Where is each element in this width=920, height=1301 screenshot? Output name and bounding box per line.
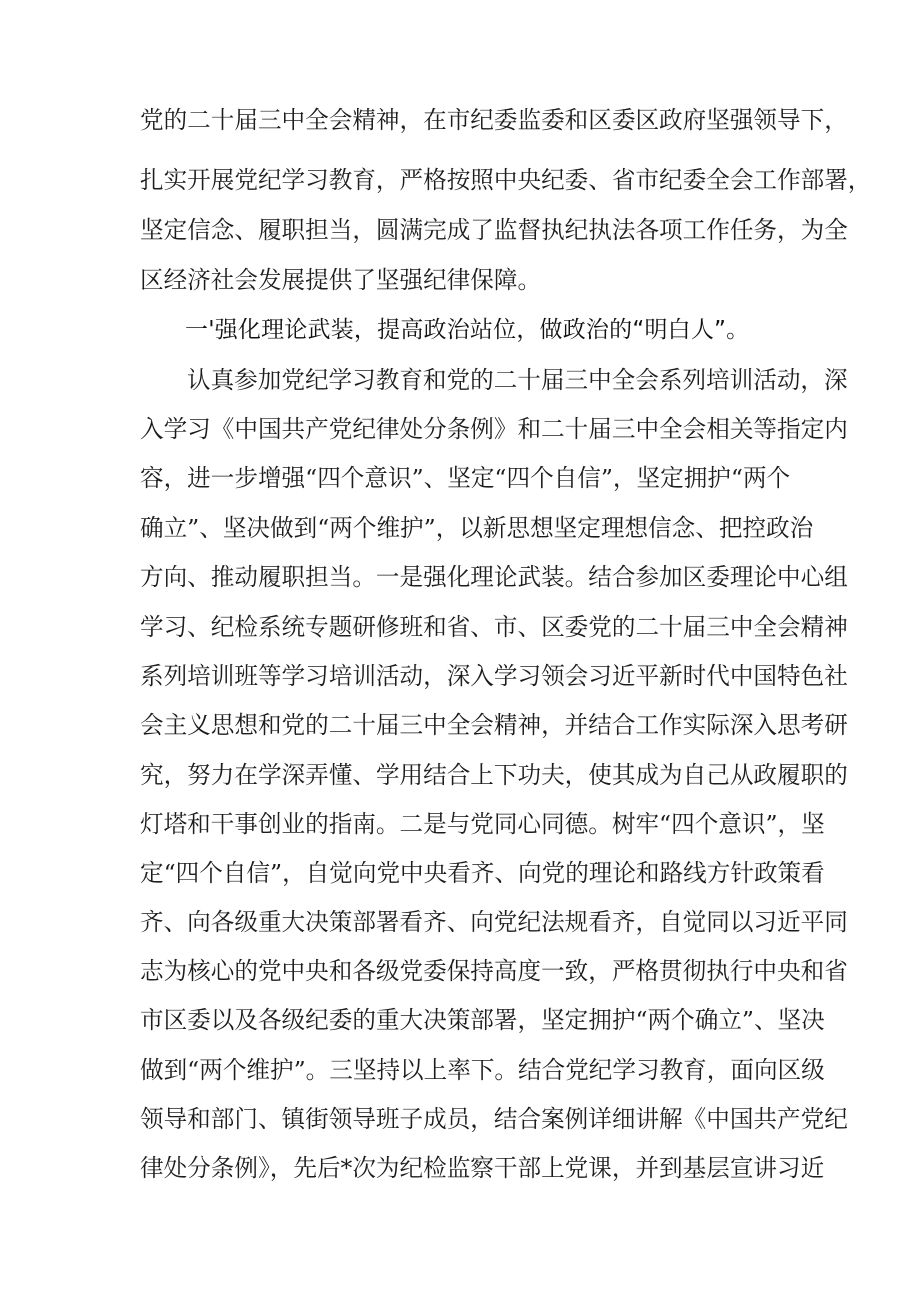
body-line: 认真参加党纪学习教育和党的二十届三中全会系列培训活动，深 (187, 366, 848, 394)
body-line: 究，努力在学深弄懂、学用结合上下功夫，使其成为自己从政履职的 (140, 761, 848, 789)
body-line: 会主义思想和党的二十届三中全会精神，并结合工作实际深入思考研 (140, 711, 848, 739)
intro-line: 区经济社会发展提供了坚强纪律保障。 (140, 266, 542, 294)
body-line: 齐、向各级重大决策部署看齐、向党纪法规看齐，自觉同以习近平同 (140, 908, 848, 936)
intro-line: 坚定信念、履职担当，圆满完成了监督执纪执法各项工作任务，为全 (140, 216, 848, 244)
body-line: 市区委以及各级纪委的重大决策部署，坚定拥护“两个确立”、坚决 (140, 1006, 825, 1034)
body-line: 做到“两个维护”。三坚持以上率下。结合党纪学习教育，面向区级 (140, 1056, 825, 1084)
body-line: 定“四个自信”，自觉向党中央看齐、向党的理论和路线方针政策看 (140, 859, 825, 887)
body-line: 系列培训班等学习培训活动，深入学习领会习近平新时代中国特色社 (140, 662, 848, 690)
body-line: 入学习《中国共产党纪律处分条例》和二十届三中全会相关等指定内 (140, 415, 848, 443)
body-line: 学习、纪检系统专题研修班和省、市、区委党的二十届三中全会精神 (140, 613, 848, 641)
body-line: 确立”、坚决做到“两个维护”，以新思想坚定理想信念、把控政治 (140, 514, 814, 542)
section-heading: 一'强化理论武装，提高政治站位，做政治的“明白人”。 (185, 317, 750, 343)
body-line: 律处分条例》，先后*次为纪检监察干部上党课，并到基层宣讲习近 (140, 1154, 825, 1182)
body-line: 领导和部门、镇街领导班子成员，结合案例详细讲解《中国共产党纪 (140, 1105, 848, 1133)
body-line: 方向、推动履职担当。一是强化理论武装。结合参加区委理论中心组 (140, 563, 848, 591)
body-line: 容，进一步增强“四个意识”、坚定“四个自信”，坚定拥护“两个 (140, 464, 791, 492)
intro-line: 党的二十届三中全会精神，在市纪委监委和区委区政府坚强领导下， (140, 106, 848, 134)
body-line: 志为核心的党中央和各级党委保持高度一致，严格贯彻执行中央和省 (140, 957, 848, 985)
body-line: 灯塔和干事创业的指南。二是与党同心同德。树牢“四个意识”，坚 (140, 810, 825, 838)
intro-line: 扎实开展党纪学习教育，严格按照中央纪委、省市纪委全会工作部署， (140, 166, 872, 194)
